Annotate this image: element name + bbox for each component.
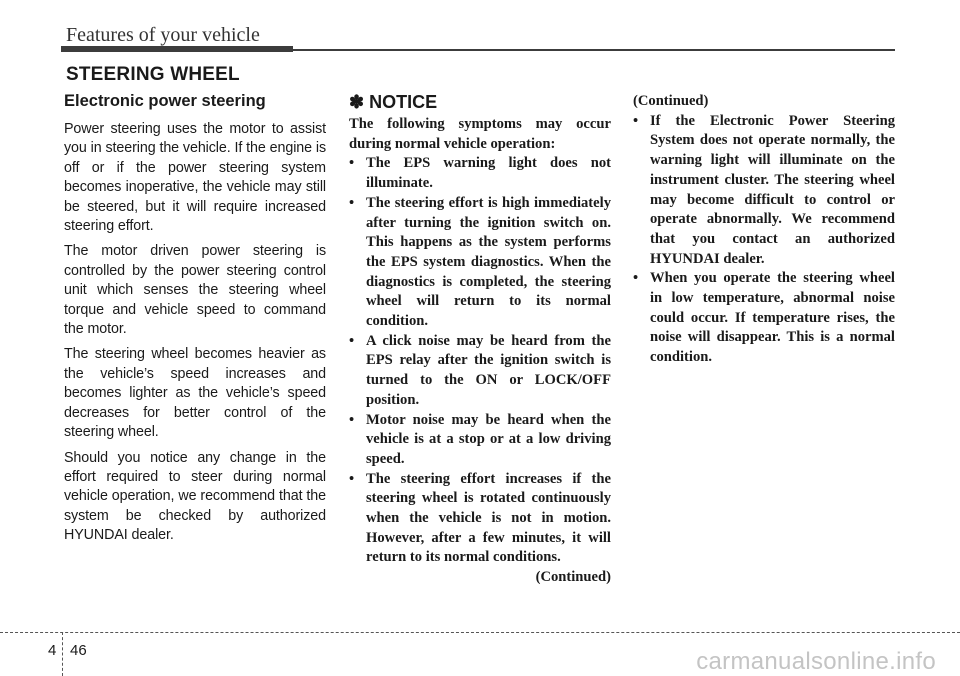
column-left: [64, 92, 326, 552]
notice-heading: [349, 92, 611, 113]
paragraph: Power steering uses the motor to assist you in steering the vehicle. If the engine is off or if the power steering system becomes inoperative, the vehicle may still be steered, but it will require increased steering effort.: [64, 121, 326, 235]
list-item: • The steering effort increases if the steering wheel is rotated continuously when the vehicle is not in motion. However, after a few minutes, it will return to its normal conditions.: [349, 470, 611, 569]
notice-intro: The following symptoms may occur during normal vehicle operation:: [349, 116, 611, 152]
list-item: • The EPS warning light does not illuminate.: [349, 154, 611, 193]
list-item: • The steering effort is high immediately after turning the ignition switch on. This happens as the system performs the EPS system diagnostics. When the diagnostics is completed, the steering wheel will return to its normal condition.: [349, 194, 611, 332]
section-title: STEERING WHEEL: [66, 64, 240, 85]
running-header: Features of your vehicle: [66, 24, 260, 46]
notice-body: [349, 115, 611, 588]
subheading-electronic-power-steering: Electronic power steering: [64, 92, 266, 110]
continued-label: (Continued): [633, 93, 709, 109]
header-rule-thin: [293, 49, 895, 51]
column-middle: [349, 92, 611, 588]
paragraph: Should you notice any change in the effort required to steer during normal vehicle operation, we recommend that the system be checked by authorized HYUNDAI dealer.: [64, 449, 326, 544]
list-item: • When you operate the steering wheel in low temperature, abnormal noise could occur. If temperature rises, the noise will disappear. This is a normal condition.: [633, 269, 895, 368]
page-number: 46: [70, 642, 87, 659]
column-right: [633, 92, 895, 368]
paragraph: The steering wheel becomes heavier as the vehicle’s speed increases and becomes lighter as the vehicle’s speed decreases for better control of the steering wheel.: [64, 346, 326, 441]
notice-body-continued: [633, 92, 895, 368]
notice-bullet-list: [349, 154, 611, 568]
watermark: carmanualsonline.info: [696, 648, 936, 675]
list-item: • A click noise may be heard from the EPS relay after the ignition switch is turned to the ON or LOCK/OFF position.: [349, 332, 611, 411]
notice-bullet-list-continued: [633, 112, 895, 368]
footer-rule-horizontal: [0, 632, 960, 633]
continued-label: (Continued): [535, 569, 611, 586]
notice-star-icon: ✽: [349, 92, 365, 112]
paragraph: The motor driven power steering is controlled by the power steering control unit which senses the steering wheel torque and vehicle speed to command the motor.: [64, 243, 326, 338]
header-rule-thick: [61, 46, 293, 52]
notice-title: NOTICE: [369, 92, 438, 112]
chapter-number: 4: [48, 642, 57, 659]
list-item: • If the Electronic Power Steering System does not operate normally, the warning light will illuminate on the instrument cluster. The steering wheel may become difficult to control or operate abnormally. We recommend that you contact an authorized HYUNDAI dealer.: [633, 112, 895, 270]
list-item: • Motor noise may be heard when the vehicle is at a stop or at a low driving speed.: [349, 411, 611, 470]
footer-rule-vertical: [62, 632, 63, 676]
